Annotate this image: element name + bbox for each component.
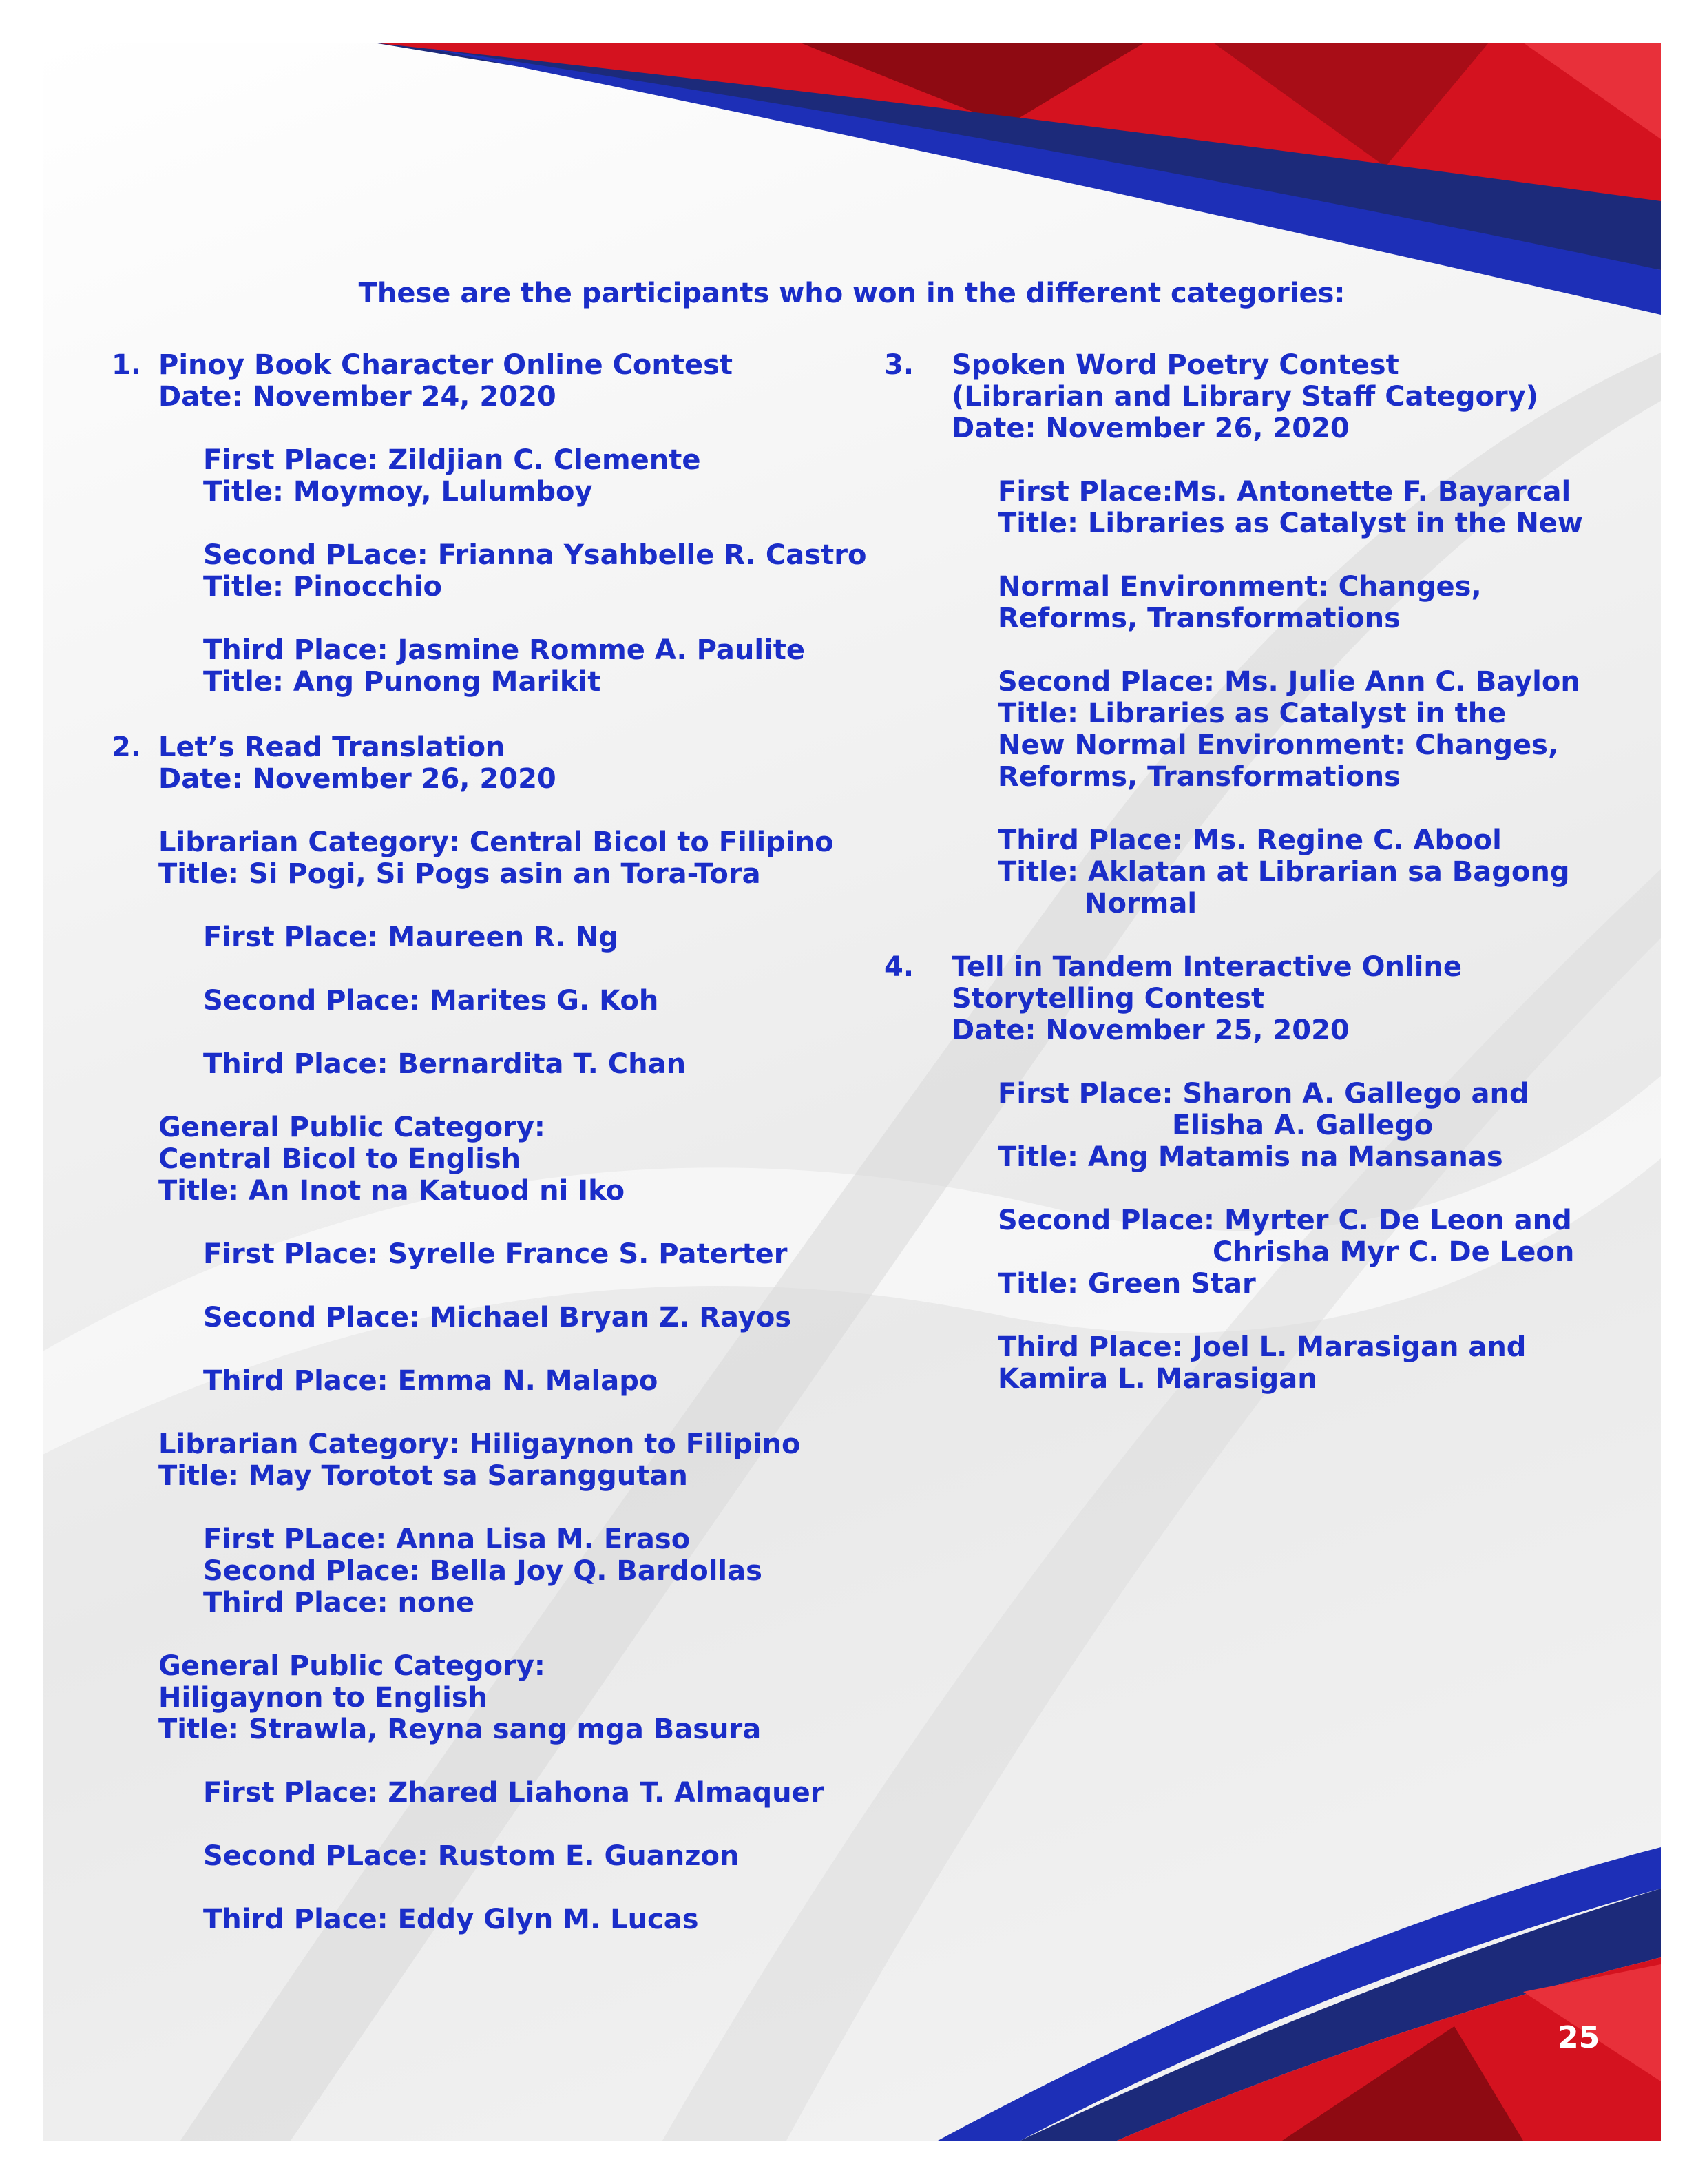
contest-3-number: 3. — [884, 349, 914, 381]
winner-line: Second PLace: Frianna Ysahbelle R. Castro — [203, 539, 867, 571]
contest-2-group-d-winners — [203, 1777, 824, 1935]
winner-line: Normal — [1085, 888, 1197, 919]
winner-line: Chrisha Myr C. De Leon — [1213, 1236, 1575, 1268]
winner-line: First Place: Syrelle France S. Paterter — [203, 1238, 788, 1270]
contest-1-title: Pinoy Book Character Online Contest — [158, 349, 733, 381]
contest-2-number: 2. — [112, 731, 142, 763]
winner-line: Third Place: none — [203, 1587, 475, 1619]
winner-line: Third Place: Bernardita T. Chan — [203, 1048, 687, 1080]
contest-3-date: Date: November 26, 2020 — [952, 413, 1350, 444]
contest-4-winners — [998, 1078, 1574, 1395]
winner-line: Title: Libraries as Catalyst in the New — [998, 508, 1583, 539]
contest-2-group-d — [158, 1650, 761, 1745]
contest-3-winners — [998, 476, 1583, 919]
contest-2-title: Let’s Read Translation — [158, 731, 505, 763]
contest-2-group-b — [158, 1112, 625, 1207]
winner-line: Title: Moymoy, Lulumboy — [203, 476, 593, 508]
contest-2-group-c — [158, 1428, 801, 1492]
contest-2-group-b-winners — [203, 1238, 791, 1397]
winner-line: Reforms, Transformations — [998, 603, 1401, 634]
winner-line: Kamira L. Marasigan — [998, 1363, 1317, 1395]
winner-line: Second Place: Bella Joy Q. Bardollas — [203, 1555, 762, 1587]
contest-2-section — [158, 731, 834, 890]
contest-2-group-c-winners — [203, 1523, 762, 1619]
winner-line: Second Place: Myrter C. De Leon and — [998, 1205, 1572, 1236]
contest-3-section — [952, 349, 1538, 444]
winner-line: First Place: Sharon A. Gallego and — [998, 1078, 1529, 1110]
contest-2-date: Date: November 26, 2020 — [158, 763, 556, 795]
winner-line: First Place:Ms. Antonette F. Bayarcal — [998, 476, 1571, 508]
page-number: 25 — [1558, 2020, 1600, 2055]
winner-line: Second Place: Ms. Julie Ann C. Baylon — [998, 666, 1580, 698]
winner-line: Second Place: Michael Bryan Z. Rayos — [203, 1302, 792, 1333]
winner-line: Elisha A. Gallego — [1172, 1110, 1434, 1141]
contest-4-title: Tell in Tandem Interactive Online — [952, 951, 1463, 983]
category-line: Title: Si Pogi, Si Pogs asin an Tora-Tora — [158, 858, 761, 890]
category-line: Title: Strawla, Reyna sang mga Basura — [158, 1714, 762, 1745]
winner-line: First Place: Maureen R. Ng — [203, 922, 618, 953]
intro-heading: These are the participants who won in the different categories: — [358, 278, 1345, 309]
winner-line: Third Place: Joel L. Marasigan and — [998, 1331, 1527, 1363]
winner-line: New Normal Environment: Changes, — [998, 729, 1559, 761]
contest-1-number: 1. — [112, 349, 142, 381]
category-line: General Public Category: — [158, 1650, 545, 1682]
winner-line: Third Place: Eddy Glyn M. Lucas — [203, 1904, 699, 1935]
contest-4-number: 4. — [884, 951, 914, 983]
contest-1-section — [158, 349, 733, 413]
contest-3-title: Spoken Word Poetry Contest — [952, 349, 1399, 381]
winner-line: Title: Ang Matamis na Mansanas — [998, 1141, 1503, 1173]
winner-line: Title: Ang Punong Marikit — [203, 666, 601, 698]
winner-line: First Place: Zildjian C. Clemente — [203, 444, 701, 476]
winner-line: First PLace: Anna Lisa M. Eraso — [203, 1523, 691, 1555]
category-line: Title: An Inot na Katuod ni Iko — [158, 1175, 625, 1207]
category-line: General Public Category: — [158, 1112, 545, 1143]
winner-line: Third Place: Ms. Regine C. Abool — [998, 824, 1502, 856]
winner-line: Normal Environment: Changes, — [998, 571, 1482, 603]
contest-4-section — [952, 951, 1462, 1046]
winner-line: Third Place: Emma N. Malapo — [203, 1365, 658, 1397]
winner-line: Second PLace: Rustom E. Guanzon — [203, 1840, 740, 1872]
contest-2-group-a-winners — [203, 922, 686, 1080]
contest-4-subtitle: Storytelling Contest — [952, 983, 1265, 1015]
winner-line: Title: Libraries as Catalyst in the — [998, 698, 1507, 729]
winner-line: Title: Pinocchio — [203, 571, 442, 603]
contest-1-winners — [203, 444, 866, 698]
contest-4-date: Date: November 25, 2020 — [952, 1015, 1350, 1046]
category-line: Central Bicol to English — [158, 1143, 521, 1175]
winner-line: Title: Aklatan at Librarian sa Bagong — [998, 856, 1570, 888]
contest-3-subtitle: (Librarian and Library Staff Category) — [952, 381, 1539, 413]
winner-line: Reforms, Transformations — [998, 761, 1401, 793]
winner-line: Second Place: Marites G. Koh — [203, 985, 659, 1017]
winner-line: First Place: Zhared Liahona T. Almaquer — [203, 1777, 824, 1809]
winner-line: Third Place: Jasmine Romme A. Paulite — [203, 634, 806, 666]
page — [43, 43, 1661, 2141]
contest-1-date: Date: November 24, 2020 — [158, 381, 556, 413]
category-line: Librarian Category: Hiligaynon to Filipino — [158, 1428, 801, 1460]
category-line: Librarian Category: Central Bicol to Filipino — [158, 826, 834, 858]
winner-line: Title: Green Star — [998, 1268, 1256, 1300]
category-line: Title: May Torotot sa Saranggutan — [158, 1460, 688, 1492]
category-line: Hiligaynon to English — [158, 1682, 488, 1714]
